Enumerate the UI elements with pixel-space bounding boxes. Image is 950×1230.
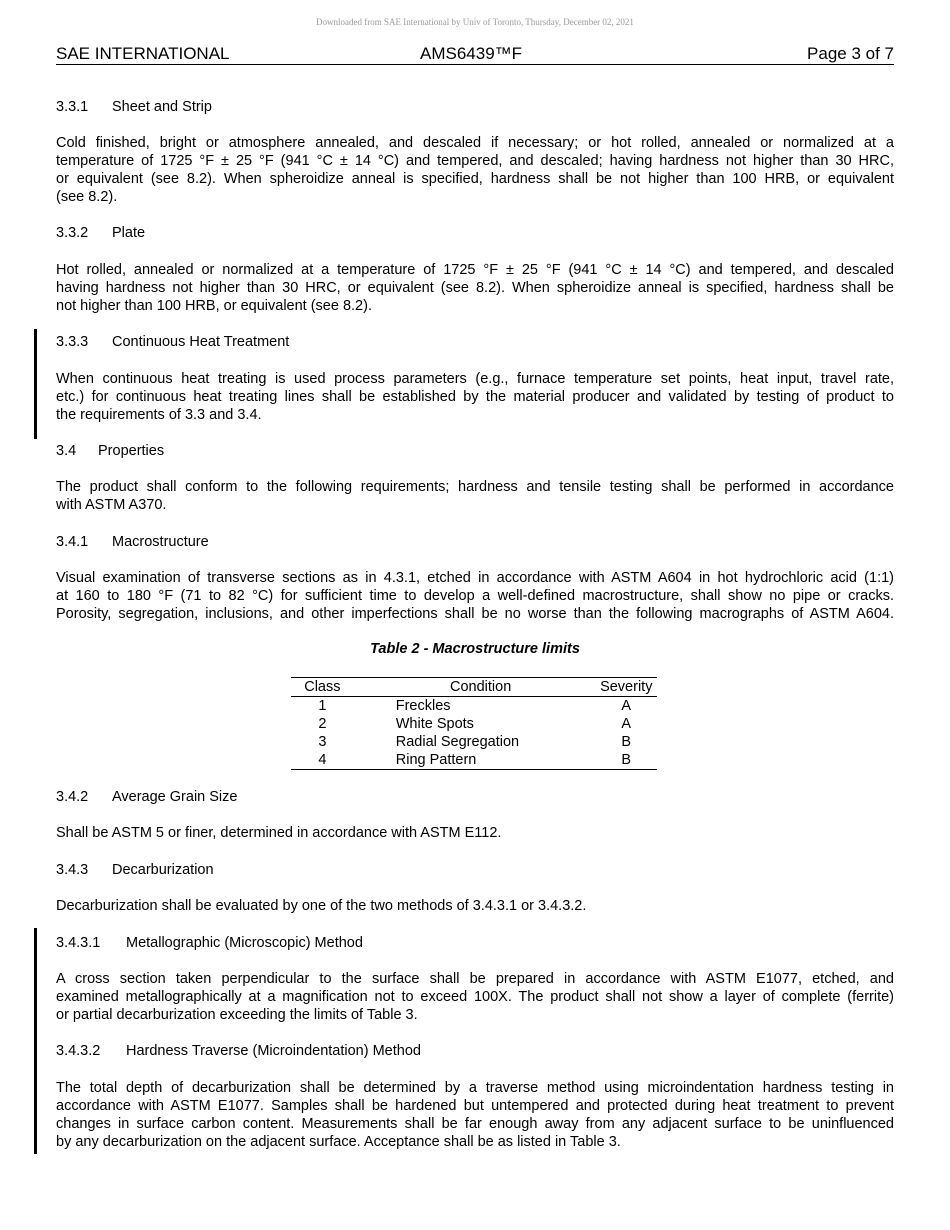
section-title: Plate	[112, 225, 146, 241]
section-number: 3.4.3	[56, 862, 89, 878]
cell-severity: A	[621, 698, 632, 714]
paragraph-line: (see 8.2).	[56, 189, 118, 205]
paragraph-3-4-3-2	[56, 1079, 894, 1151]
section-heading-3-4-3-2	[56, 1042, 894, 1060]
paragraph-3-3-2	[56, 261, 894, 315]
paragraph-line: The product shall conform to the following requirements; hardness and tensile testing shall be performed in accordance	[56, 479, 894, 495]
paragraph-line: Visual examination of transverse sections as in 4.3.1, etched in accordance with ASTM A604 in hot hydrochloric acid (1:1)	[56, 570, 894, 586]
section-title: Macrostructure	[112, 534, 209, 550]
paragraph-3-4	[56, 478, 894, 514]
cell-class: 2	[318, 716, 327, 732]
section-number: 3.4.2	[56, 789, 89, 805]
section-number: 3.4.3.1	[56, 935, 101, 951]
section-heading-3-4-2	[56, 788, 894, 806]
paragraph-line: with ASTM A370.	[56, 497, 167, 513]
column-header-severity: Severity	[596, 678, 657, 697]
paragraph-3-3-1	[56, 134, 894, 206]
paragraph-3-3-3	[56, 370, 894, 424]
section-number: 3.3.1	[56, 99, 89, 115]
header-page-number: Page 3 of 7	[807, 44, 894, 63]
section-title: Sheet and Strip	[112, 99, 212, 115]
section-heading-3-3-1	[56, 98, 894, 116]
cell-condition: Freckles	[395, 698, 451, 714]
paragraph-line: by any decarburization on the adjacent surface. Acceptance shall be as listed in Table 3.	[56, 1134, 621, 1150]
cell-severity: A	[621, 716, 632, 732]
cell-condition: White Spots	[395, 716, 474, 732]
paragraph-3-4-3-1	[56, 970, 894, 1024]
table-row	[291, 715, 657, 733]
header-publisher: SAE INTERNATIONAL	[56, 44, 230, 63]
cell-condition: Ring Pattern	[354, 751, 596, 770]
section-heading-3-4-1	[56, 533, 894, 551]
paragraph-line: The total depth of decarburization shall be determined by a traverse method using microindentation hardness testing in	[56, 1080, 894, 1096]
section-title: Hardness Traverse (Microindentation) Method	[126, 1043, 421, 1059]
section-number: 3.4.1	[56, 534, 89, 550]
table-header-row	[291, 678, 657, 697]
paragraph-line: Decarburization shall be evaluated by one of the two methods of 3.4.3.1 or 3.4.3.2.	[56, 898, 587, 914]
cell-class: 3	[318, 734, 327, 750]
paragraph-line: at 160 to 180 °F (71 to 82 °C) for sufficient time to develop a well-defined macrostructure, shall show no pipe or cracks.	[56, 588, 894, 604]
paragraph-3-4-2	[56, 824, 894, 842]
section-number: 3.3.3	[56, 334, 89, 350]
paragraph-line: Hot rolled, annealed or normalized at a temperature of 1725 °F ± 25 °F (941 °C ± 14 °C) and tempered, and descaled	[56, 262, 894, 278]
cell-severity: B	[621, 734, 632, 750]
cell-condition: Radial Segregation	[395, 734, 520, 750]
page-header	[56, 44, 894, 65]
cell-severity: B	[596, 751, 657, 770]
section-title: Continuous Heat Treatment	[112, 334, 290, 350]
section-heading-3-4-3-1	[56, 934, 894, 952]
paragraph-line: accordance with ASTM E1077. Samples shall be hardened but untempered and protected during heat treatment to prevent	[56, 1098, 894, 1114]
section-number: 3.3.2	[56, 225, 89, 241]
paragraph-line: changes in surface carbon content. Measurements shall be far enough away from any adjacent surface to be uninfluenced	[56, 1116, 894, 1132]
paragraph-line: temperature of 1725 °F ± 25 °F (941 °C ± 14 °C) and tempered, and descaled; having hardness not higher than 30 HRC,	[56, 153, 894, 169]
table-row	[291, 733, 657, 751]
section-title: Decarburization	[112, 862, 214, 878]
section-heading-3-4-3	[56, 861, 894, 879]
paragraph-line: or equivalent (see 8.2). When spheroidize anneal is specified, hardness shall be not higher than 100 HRB, or equivalent	[56, 171, 894, 187]
column-header-class: Class	[291, 678, 354, 697]
paragraph-line: the requirements of 3.3 and 3.4.	[56, 407, 262, 423]
paragraph-line: or partial decarburization exceeding the limits of Table 3.	[56, 1007, 418, 1023]
paragraph-line: When continuous heat treating is used process parameters (e.g., furnace temperature set points, heat input, travel rate,	[56, 371, 894, 387]
section-heading-3-3-2	[56, 224, 894, 242]
section-title: Average Grain Size	[112, 789, 238, 805]
paragraph-line: Cold finished, bright or atmosphere annealed, and descaled if necessary; or hot rolled, annealed or normalized at a	[56, 135, 894, 151]
paragraph-line: etc.) for continuous heat treating lines shall be established by the material producer and validated by testing of product to	[56, 389, 894, 405]
table-row	[291, 697, 657, 716]
paragraph-line: having hardness not higher than 30 HRC, or equivalent (see 8.2). When spheroidize anneal is specified, hardness shall be	[56, 280, 894, 296]
column-header-condition: Condition	[354, 678, 596, 697]
cell-class: 1	[318, 698, 327, 714]
paragraph-3-4-1	[56, 569, 894, 623]
revision-change-bar	[34, 928, 37, 1154]
table-row	[291, 751, 657, 770]
paragraph-line: A cross section taken perpendicular to the surface shall be prepared in accordance with ASTM E1077, etched, and	[56, 971, 894, 987]
table-2-title: Table 2 - Macrostructure limits	[370, 641, 580, 657]
paragraph-line: not higher than 100 HRB, or equivalent (see 8.2).	[56, 298, 372, 314]
section-number: 3.4.3.2	[56, 1043, 101, 1059]
download-watermark: Downloaded from SAE International by Univ of Toronto, Thursday, December 02, 2021	[316, 17, 634, 27]
section-title: Metallographic (Microscopic) Method	[126, 935, 363, 951]
section-number: 3.4	[56, 443, 77, 459]
revision-change-bar	[34, 329, 37, 439]
section-heading-3-4	[56, 442, 894, 460]
header-document-number: AMS6439™F	[420, 44, 523, 63]
paragraph-3-4-3	[56, 897, 894, 915]
paragraph-line: Shall be ASTM 5 or finer, determined in accordance with ASTM E112.	[56, 825, 502, 841]
macrostructure-limits-table	[291, 677, 657, 770]
section-title: Properties	[98, 443, 165, 459]
section-heading-3-3-3	[56, 333, 894, 351]
paragraph-line: examined metallographically at a magnification not to exceed 100X. The product shall not show a layer of complete (ferrite)	[56, 989, 894, 1005]
cell-class: 4	[291, 751, 354, 770]
paragraph-line: Porosity, segregation, inclusions, and other imperfections shall be no worse than the following macrographs of ASTM A604.	[56, 606, 894, 622]
